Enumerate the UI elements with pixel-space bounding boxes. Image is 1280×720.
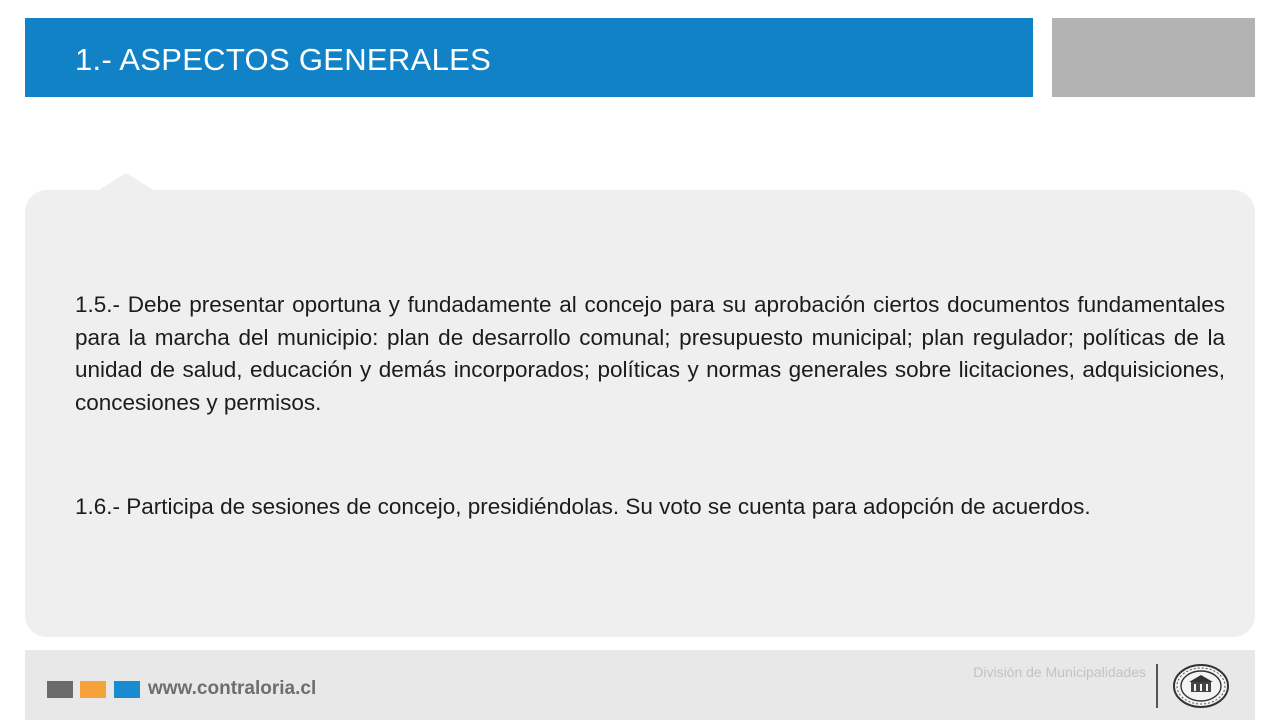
footer-divider bbox=[1156, 664, 1158, 708]
contraloria-seal-icon bbox=[1172, 663, 1230, 709]
header-accent-box bbox=[1052, 18, 1255, 97]
title-bar bbox=[25, 18, 1033, 97]
footer bbox=[25, 650, 1255, 720]
paragraph-1-5: 1.5.- Debe presentar oportuna y fundadamente al concejo para su aprobación ciertos documentos fundamentales para la marcha del municipio: plan de desarrollo comunal; presupuesto municipal; plan regulador; políticas de la unidad de salud, educación y demás incorporados; políticas y normas generales sobre licitaciones, adquisiciones, concesiones y permisos. bbox=[75, 292, 1225, 415]
footer-square-blue bbox=[114, 681, 140, 698]
footer-square-orange bbox=[80, 681, 106, 698]
panel-notch bbox=[97, 173, 155, 191]
paragraph-1-6: 1.6.- Participa de sesiones de concejo, presidiéndolas. Su voto se cuenta para adopción de acuerdos. bbox=[75, 494, 1091, 519]
division-label: División de Municipalidades bbox=[973, 664, 1146, 680]
footer-square-gray bbox=[47, 681, 73, 698]
slide-title: 1.- ASPECTOS GENERALES bbox=[75, 42, 492, 77]
website-link[interactable]: www.contraloria.cl bbox=[148, 678, 317, 699]
